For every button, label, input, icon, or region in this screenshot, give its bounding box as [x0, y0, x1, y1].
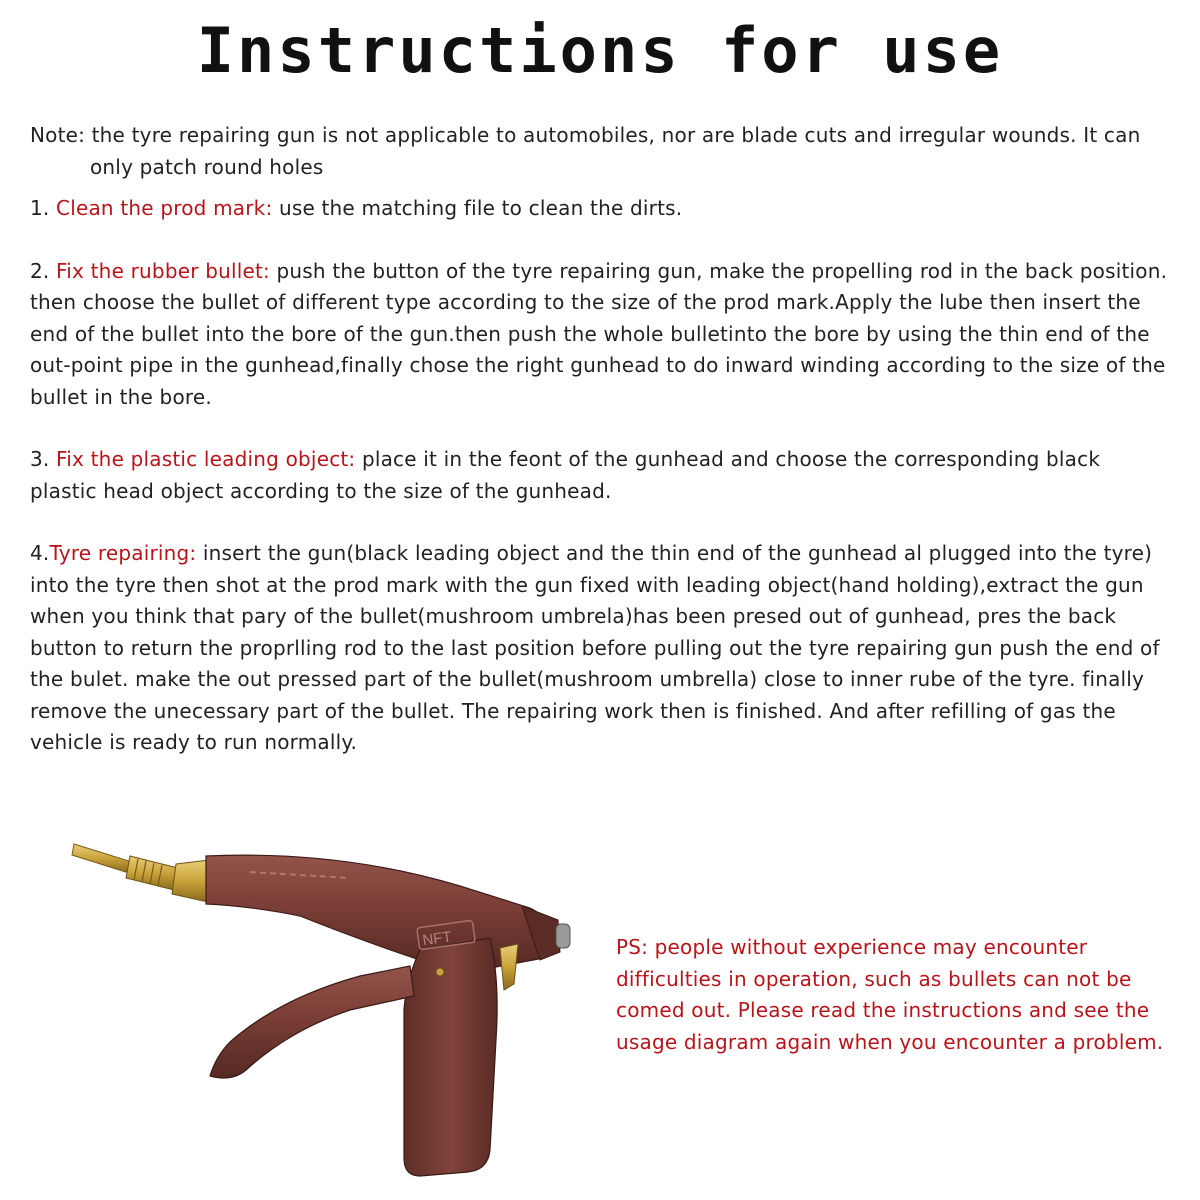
step-heading: Tyre repairing:: [49, 541, 197, 565]
step-text: insert the gun(black leading object and the thin end of the gunhead al plugged into the tyre) into the tyre then shot at the prod mark with the gun fixed with leading object(hand holding),extract the gun when you think that pary of the bullet(mushroom umbrela)has been presed out of gunhead, pres the back button to return the proprlling rod to the last position before pulling out the tyre repairing gun push the end of the bulet. make the out pressed part of the bullet(mushroom umbrella) close to inner rube of the tyre. finally remove the unecessary part of the bullet. The repairing work then is finished. And after refilling of gas the vehicle is ready to run normally.: [30, 541, 1160, 754]
ps-note: PS: people without experience may encounter difficulties in operation, such as bullets can not be comed out. Please read the instructions and see the usage diagram again when you encounter a problem.: [616, 935, 1164, 1054]
stamp-text: NFT: [421, 928, 453, 950]
step-heading: Fix the plastic leading object:: [56, 447, 356, 471]
step-number: 3.: [30, 447, 50, 471]
step-heading: Clean the prod mark:: [56, 196, 273, 220]
step-2: [30, 256, 1172, 414]
step-heading: Fix the rubber bullet:: [56, 258, 270, 283]
page-title: Instructions for use: [196, 14, 1004, 87]
step-number: 1.: [30, 196, 50, 220]
step-text: use the matching file to clean the dirts.: [278, 196, 683, 220]
step-text: push the button of the tyre repairing gun, make the propelling rod in the back position. then choose the bullet of different type according to the size of the prod mark.Apply the lube then insert the end of the bullet into the bore of the gun.then push the whole bulletinto the bore by using the thin end of the out-point pipe in the gunhead,finally chose the right gunhead to do inward winding according to the size of the bullet in the bore.: [30, 258, 1168, 409]
instructions-body: [30, 120, 1172, 759]
step-1: [30, 193, 1172, 225]
step-text: place it in the feont of the gunhead and choose the corresponding black plastic head object according to the size of the gunhead.: [30, 447, 1101, 503]
step-number: 4.: [30, 541, 50, 565]
note-paragraph: Note: the tyre repairing gun is not applicable to automobiles, nor are blade cuts and irregular wounds. It can only patch round holes: [30, 123, 1141, 179]
step-number: 2.: [30, 258, 50, 283]
tyre-repair-gun-icon: [60, 820, 600, 1190]
step-4: [30, 538, 1172, 759]
step-3: [30, 444, 1172, 507]
